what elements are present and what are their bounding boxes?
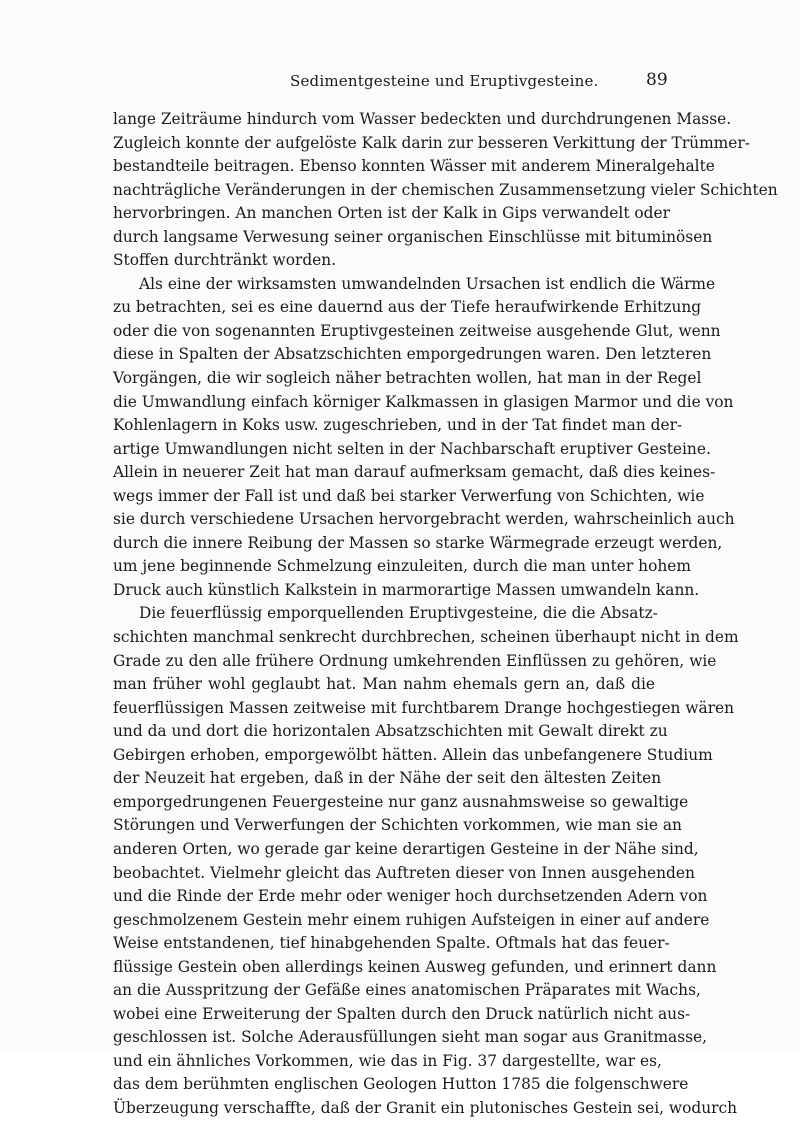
text-line: emporgedrungenen Feuergesteine nur ganz ausnahmsweise so gewaltige [113, 792, 689, 811]
text-line: an die Ausspritzung der Gefäße eines anatomischen Präparates mit Wachs, [113, 981, 701, 1000]
text-line: durch die innere Reibung der Massen so starke Wärmegrade erzeugt werden, [113, 533, 723, 552]
page-number: 89 [646, 70, 668, 90]
text-line: beobachtet. Vielmehr gleicht das Auftreten dieser von Innen ausgehenden [113, 863, 695, 882]
text-line: sie durch verschiedene Ursachen hervorgebracht werden, wahrscheinlich auch [113, 510, 735, 529]
text-line: die Umwandlung einfach körniger Kalkmassen in glasigen Marmor und die von [113, 392, 734, 411]
text-line: Druck auch künstlich Kalkstein in marmorartige Massen umwandeln kann. [113, 580, 700, 599]
text-line: Vorgängen, die wir sogleich näher betrachten wollen, hat man in der Regel [113, 369, 702, 388]
text-line: schichten manchmal senkrecht durchbrechen, scheinen überhaupt nicht in dem [113, 628, 739, 647]
text-line: flüssige Gestein oben allerdings keinen Ausweg gefunden, und erinnert dann [113, 957, 717, 976]
text-line: Die feuerflüssig emporquellenden Eruptivgesteine, die die Absatz- [139, 604, 658, 623]
text-line: Gebirgen erhoben, emporgewölbt hätten. Allein das unbefangenere Studium [113, 745, 713, 764]
text-line: diese in Spalten der Absatzschichten emporgedrungen waren. Den letzteren [113, 345, 712, 364]
text-line: bestandteile beitragen. Ebenso konnten Wässer mit anderem Mineralgehalte [113, 157, 715, 176]
text-line: und da und dort die horizontalen Absatzschichten mit Gewalt direkt zu [113, 722, 668, 741]
running-title: Sedimentgesteine und Eruptivgesteine. [290, 72, 599, 90]
text-line: geschmolzenem Gestein mehr einem ruhigen Aufsteigen in einer auf andere [113, 910, 710, 929]
running-head [0, 72, 800, 96]
body-text [113, 108, 778, 1121]
text-line: oder die von sogenannten Eruptivgesteinen zeitweise ausgehende Glut, wenn [113, 321, 721, 340]
text-line: und die Rinde der Erde mehr oder weniger hoch durchsetzenden Adern von [113, 887, 708, 906]
paragraph [113, 273, 735, 603]
text-line: zu betrachten, sei es eine dauernd aus der Tiefe heraufwirkende Erhitzung [113, 298, 702, 317]
text-line: der Neuzeit hat ergeben, daß in der Nähe der seit den ältesten Zeiten [113, 769, 662, 788]
text-line: Allein in neuerer Zeit hat man darauf aufmerksam gemacht, daß dies keines- [113, 463, 716, 482]
text-line: Störungen und Verwerfungen der Schichten vorkommen, wie man sie an [113, 816, 682, 835]
text-line: Stoffen durchtränkt worden. [113, 251, 337, 270]
text-line: Als eine der wirksamsten umwandelnden Ursachen ist endlich die Wärme [139, 274, 716, 293]
text-line: geschlossen ist. Solche Aderausfüllungen sieht man sogar aus Granitmasse, [113, 1028, 708, 1047]
text-line: durch langsame Verwesung seiner organischen Einschlüsse mit bituminösen [113, 227, 713, 246]
text-line: Weise entstandenen, tief hinabgehenden Spalte. Oftmals hat das feuer- [113, 934, 670, 953]
text-line: und ein ähnliches Vorkommen, wie das in Fig. 37 dargestellte, war es, [113, 1051, 662, 1070]
text-line: lange Zeiträume hindurch vom Wasser bedeckten und durchdrungenen Masse. [113, 110, 732, 128]
text-line: um jene beginnende Schmelzung einzuleiten, durch die man unter hohem [113, 557, 691, 576]
paragraph [113, 602, 739, 1120]
text-line: feuerflüssigen Massen zeitweise mit furchtbarem Drange hochgestiegen wären [113, 698, 735, 717]
text-line: Zugleich konnte der aufgelöste Kalk darin zur besseren Verkittung der Trümmer- [113, 133, 750, 152]
text-line: Grade zu den alle frühere Ordnung umkehrenden Einflüssen zu gehören, wie [113, 651, 717, 670]
text-line: Kohlenlagern in Koks usw. zugeschrieben, und in der Tat findet man der- [113, 416, 683, 435]
text-line: nachträgliche Veränderungen in der chemischen Zusammensetzung vieler Schichten [113, 180, 778, 199]
text-line: hervorbringen. An manchen Orten ist der Kalk in Gips verwandelt oder [113, 204, 670, 223]
text-line: wegs immer der Fall ist und daß bei starker Verwerfung von Schichten, wie [113, 486, 705, 505]
text-line: das dem berühmten englischen Geologen Hutton 1785 die folgenschwere [113, 1075, 689, 1094]
text-line: anderen Orten, wo gerade gar keine derartigen Gesteine in der Nähe sind, [113, 839, 699, 858]
text-line: man früher wohl geglaubt hat. Man nahm ehemals gern an, daß die [113, 675, 655, 694]
text-line: Überzeugung verschaffte, daß der Granit ein plutonisches Gestein sei, wodurch [113, 1098, 738, 1117]
text-line: wobei eine Erweiterung der Spalten durch den Druck natürlich nicht aus- [113, 1004, 691, 1023]
paragraph [113, 108, 778, 273]
text-line: artige Umwandlungen nicht selten in der Nachbarschaft eruptiver Gesteine. [113, 439, 711, 458]
